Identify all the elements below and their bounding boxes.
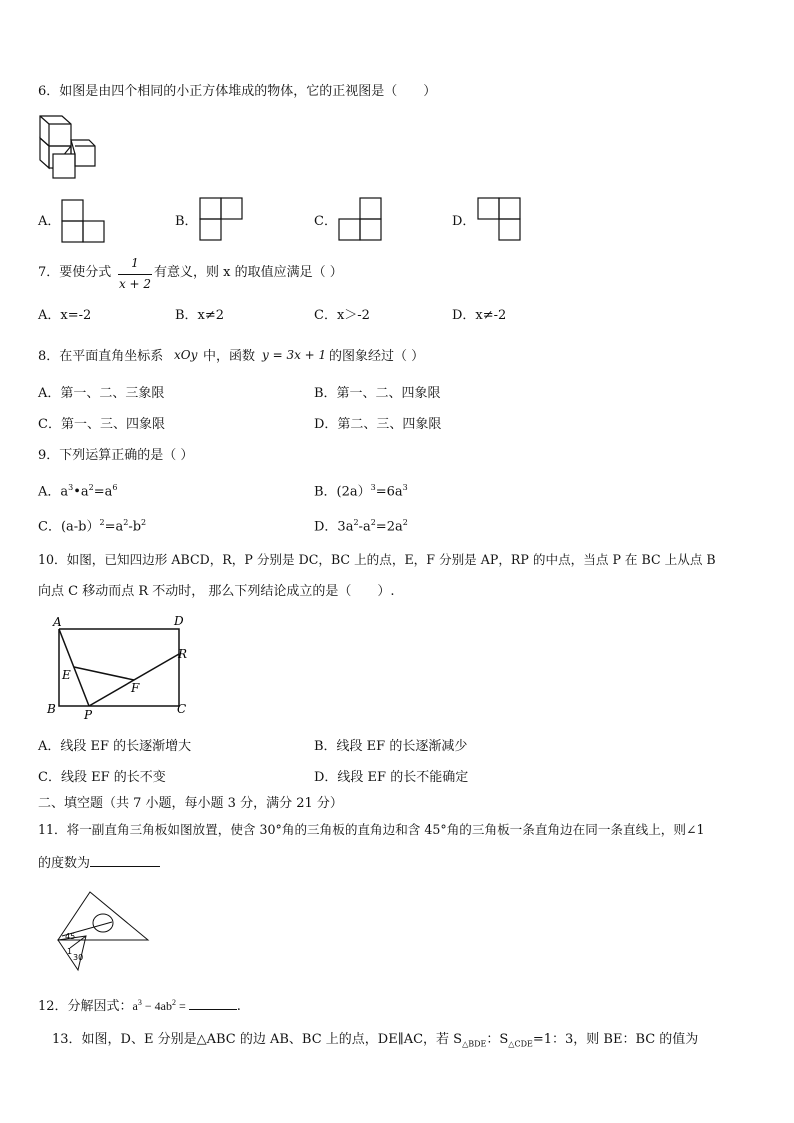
q9-b-exp2: 3 xyxy=(402,483,408,492)
q11-triangles-figure xyxy=(52,888,152,972)
q10-label-f: F xyxy=(131,681,140,695)
q9-c-post: =a xyxy=(104,519,124,535)
q9-option-d[interactable] xyxy=(314,514,408,536)
q10-option-d[interactable]: D．线段 EF 的长不能确定 xyxy=(314,770,469,785)
q13-pre: 13．如图，D、E 分别是△ABC 的边 AB、BC 上的点，DE∥AC，若 S xyxy=(52,1032,463,1047)
q7-option-b[interactable]: B．x≠2 xyxy=(175,308,225,323)
q12-exp2: 2 xyxy=(171,998,176,1007)
q9-a-pre: A．a xyxy=(38,484,69,500)
q9-a-exp1: 3 xyxy=(68,483,74,492)
q6-stem: 6．如图是由四个相同的小正方体堆成的物体，它的正视图是（ ） xyxy=(38,84,437,99)
q11-answer-blank[interactable] xyxy=(90,852,160,867)
q8-option-a[interactable]: A．第一、二、三象限 xyxy=(38,386,165,401)
q9-stem: 9．下列运算正确的是（ ） xyxy=(38,448,194,463)
q10-label-b: B xyxy=(47,702,56,716)
q11-label-1: 1 xyxy=(67,947,73,956)
q11-label-30: 30 xyxy=(73,953,84,962)
q9-d-mid: -a xyxy=(358,519,371,535)
q9-d-post: =2a xyxy=(375,519,403,535)
q8-coord-system: xOy xyxy=(174,348,198,362)
q6-solid-figure xyxy=(38,114,98,180)
q10-quadrilateral-figure xyxy=(44,612,194,722)
q8-option-d[interactable]: D．第二、三、四象限 xyxy=(314,417,442,432)
q9-c-exp2: 2 xyxy=(123,518,129,527)
q9-b-pre: B．(2a） xyxy=(314,484,371,500)
q12-pre: 12．分解因式： xyxy=(38,999,133,1014)
q7-stem-post: 有意义，则 x 的取值应满足（ ） xyxy=(154,265,343,280)
q7-option-d[interactable]: D．x≠-2 xyxy=(452,308,507,323)
q9-option-b[interactable] xyxy=(314,479,408,501)
q12-expr-eq: = xyxy=(175,999,189,1013)
q6-option-d-figure xyxy=(477,197,523,243)
q7-stem-pre: 7．要使分式 xyxy=(38,265,112,280)
q9-b-exp1: 3 xyxy=(370,483,376,492)
q7-fraction-bar xyxy=(118,274,152,275)
q7-fraction-numerator: 1 xyxy=(131,256,139,270)
q9-c-exp3: 2 xyxy=(141,518,147,527)
q9-c-post2: -b xyxy=(128,519,142,535)
q7-option-a[interactable]: A．x=-2 xyxy=(38,308,92,323)
q9-option-c[interactable] xyxy=(38,514,146,536)
q12-answer-blank[interactable] xyxy=(189,996,237,1010)
q10-label-e: E xyxy=(62,668,71,682)
q12-expr-mid: − 4ab xyxy=(141,999,172,1013)
q6-option-a-figure xyxy=(61,199,107,243)
q10-label-a: A xyxy=(53,615,62,629)
q9-c-exp1: 2 xyxy=(99,518,105,527)
q8-stem-pre: 8．在平面直角坐标系 xyxy=(38,349,164,364)
q13-mid: ：S xyxy=(486,1032,509,1047)
q12-expr-a: a xyxy=(132,999,138,1013)
q11-stem-line2-text: 的度数为 xyxy=(38,856,91,871)
section-fill-in-heading: 二、填空题（共 7 小题，每小题 3 分，满分 21 分） xyxy=(38,796,343,811)
q8-stem-mid: 中，函数 xyxy=(203,349,256,364)
q9-d-exp1: 2 xyxy=(353,518,359,527)
q8-option-c[interactable]: C．第一、三、四象限 xyxy=(38,417,165,432)
q12-stem xyxy=(38,994,241,1016)
q9-d-exp2: 2 xyxy=(370,518,376,527)
q9-d-exp3: 2 xyxy=(402,518,408,527)
q10-label-p: P xyxy=(84,708,93,722)
q10-option-c[interactable]: C．线段 EF 的长不变 xyxy=(38,770,166,785)
q13-stem xyxy=(52,1031,698,1054)
q11-stem-line2 xyxy=(38,852,160,873)
q10-label-c: C xyxy=(177,702,187,716)
q6-option-b-figure xyxy=(199,197,245,243)
q13-sub1: △BDE xyxy=(462,1039,487,1049)
q10-option-b[interactable]: B．线段 EF 的长逐渐减少 xyxy=(314,739,468,754)
q9-option-a[interactable] xyxy=(38,479,118,501)
q8-stem-post: 的图象经过（ ） xyxy=(329,349,425,364)
q12-post: . xyxy=(236,999,241,1014)
q13-post: =1：3，则 BE：BC 的值为 xyxy=(532,1032,699,1047)
q7-option-c[interactable]: C．x＞-2 xyxy=(314,308,370,323)
q7-fraction-denominator: x + 2 xyxy=(118,277,152,291)
q11-stem-line1: 11．将一副直角三角板如图放置，使含 30°角的三角板的直角边和含 45°角的三角板一条直角边在同一条直线上，则∠1 xyxy=(38,822,705,837)
q6-option-d-label[interactable]: D． xyxy=(452,214,476,229)
q9-b-post: =6a xyxy=(375,484,403,500)
q13-sub2: △CDE xyxy=(508,1039,533,1049)
q9-c-pre: C．(a-b） xyxy=(38,519,100,535)
q10-stem-line1: 10．如图，已知四边形 ABCD，R，P 分别是 DC，BC 上的点，E，F 分别是 AP，RP 的中点，当点 P 在 BC 上从点 B xyxy=(38,552,716,567)
q8-option-b[interactable]: B．第一、二、四象限 xyxy=(314,386,441,401)
q10-label-r: R xyxy=(178,647,188,661)
q9-a-mid2: =a xyxy=(93,484,113,500)
q11-label-45: 45 xyxy=(65,932,76,941)
q6-option-a-label[interactable]: A． xyxy=(38,214,61,229)
q9-d-pre: D．3a xyxy=(314,519,354,535)
q10-option-a[interactable]: A．线段 EF 的长逐渐增大 xyxy=(38,739,192,754)
q9-a-exp3: 6 xyxy=(112,483,118,492)
q6-option-c-figure xyxy=(338,197,384,243)
q10-label-d: D xyxy=(174,614,184,628)
q12-exp1: 3 xyxy=(137,998,142,1007)
q9-a-exp2: 2 xyxy=(88,483,94,492)
q6-option-b-label[interactable]: B． xyxy=(175,214,198,229)
q6-option-c-label[interactable]: C． xyxy=(314,214,337,229)
q10-stem-line2: 向点 C 移动而点 R 不动时， 那么下列结论成立的是（ ）. xyxy=(38,584,395,599)
q9-a-mid: •a xyxy=(73,484,89,500)
q8-function: y = 3x + 1 xyxy=(262,348,327,362)
